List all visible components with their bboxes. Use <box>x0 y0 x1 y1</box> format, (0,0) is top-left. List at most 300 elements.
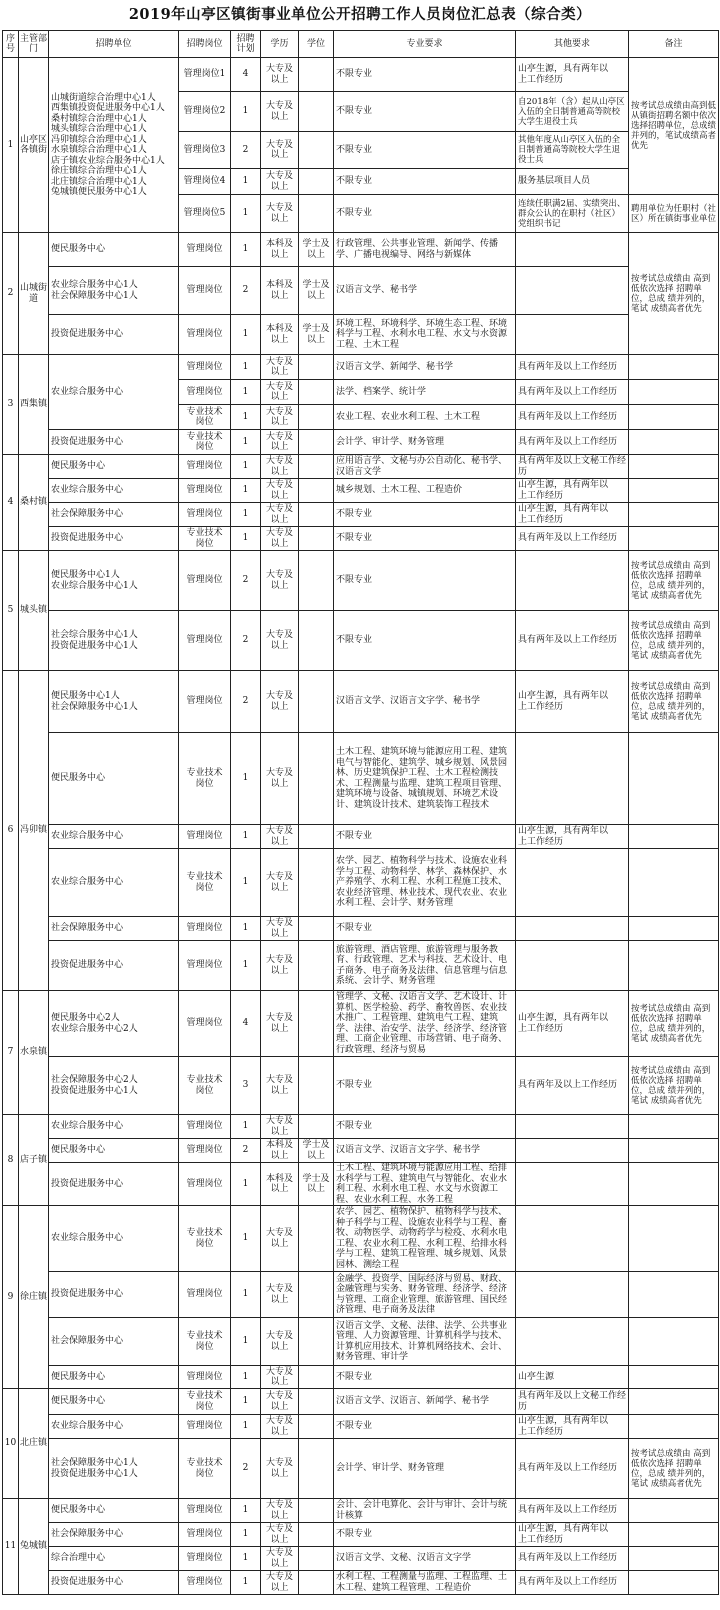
edu-cell: 大专及 以上 <box>261 1057 299 1115</box>
major-cell: 会计、会计电算化、会计与审计、会计与统计核算 <box>334 1499 516 1523</box>
major-cell: 汉语言文学、文秘、汉语言文字学 <box>334 1547 516 1571</box>
other-cell: 山亭生源，具有两年以 上工作经历 <box>516 1415 629 1439</box>
table-row <box>3 1318 719 1366</box>
post-cell: 管理岗位 <box>179 1415 231 1439</box>
note-cell <box>629 1547 719 1571</box>
unit-cell: 农业综合服务中心1人 社会保障服务中心1人 <box>49 267 179 315</box>
degree-cell <box>299 825 334 849</box>
other-cell: 具有两年及以上工作经历 <box>516 1499 629 1523</box>
major-cell: 会计学、审计学、财务管理 <box>334 1439 516 1499</box>
count-cell: 1 <box>231 455 261 479</box>
edu-cell: 大专及 以上 <box>261 1389 299 1415</box>
page-title: 2019年山亭区镇街事业单位公开招聘工作人员岗位汇总表（综合类） <box>128 6 592 23</box>
count-cell: 1 <box>231 1318 261 1366</box>
unit-cell: 农业综合服务中心 <box>49 825 179 849</box>
post-cell: 管理岗位 <box>179 267 231 315</box>
note-cell <box>629 355 719 380</box>
seq-cell: 8 <box>3 1115 19 1206</box>
count-cell: 1 <box>231 825 261 849</box>
unit-cell: 农业综合服务中心 <box>49 1206 179 1272</box>
post-cell: 管理岗位 <box>179 233 231 267</box>
note-cell <box>629 825 719 849</box>
count-cell: 1 <box>231 849 261 917</box>
post-cell: 管理岗位3 <box>179 132 231 169</box>
degree-cell <box>299 733 334 825</box>
edu-cell: 大专及 以上 <box>261 430 299 455</box>
note-cell <box>629 1523 719 1547</box>
major-cell: 不限专业 <box>334 527 516 551</box>
table-row <box>3 1057 719 1115</box>
degree-cell <box>299 1318 334 1366</box>
note-cell <box>629 733 719 825</box>
count-cell: 4 <box>231 58 261 92</box>
table-row <box>3 991 719 1057</box>
unit-cell: 投资促进服务中心 <box>49 1163 179 1206</box>
unit-cell: 综合治理中心 <box>49 1547 179 1571</box>
major-cell: 不限专业 <box>334 195 516 233</box>
post-cell: 管理岗位 <box>179 1366 231 1389</box>
count-cell: 1 <box>231 1389 261 1415</box>
table-row <box>3 917 719 941</box>
degree-cell <box>299 380 334 405</box>
unit-cell: 便民服务中心 <box>49 733 179 825</box>
note-cell <box>629 479 719 503</box>
post-cell: 管理岗位 <box>179 991 231 1057</box>
post-cell: 管理岗位4 <box>179 169 231 195</box>
edu-cell: 大专及 以上 <box>261 169 299 195</box>
note-cell <box>629 503 719 527</box>
edu-cell: 大专及 以上 <box>261 1115 299 1139</box>
note-cell <box>629 405 719 430</box>
table-row <box>3 430 719 455</box>
other-cell: 具有两年及以上工作经历 <box>516 1439 629 1499</box>
other-cell: 其他年度从山亭区入伍的全日制普通高等院校大学生退役士兵 <box>516 132 629 169</box>
degree-cell: 学士及 以上 <box>299 315 334 355</box>
count-cell: 2 <box>231 267 261 315</box>
degree-cell <box>299 1115 334 1139</box>
count-cell: 1 <box>231 1206 261 1272</box>
edu-cell: 大专及 以上 <box>261 671 299 733</box>
table-row <box>3 1571 719 1595</box>
degree-cell <box>299 503 334 527</box>
other-cell: 服务基层项目人员 <box>516 169 629 195</box>
note-cell <box>629 1163 719 1206</box>
table-row <box>3 479 719 503</box>
degree-cell <box>299 405 334 430</box>
post-cell: 管理岗位2 <box>179 92 231 132</box>
count-cell: 3 <box>231 1057 261 1115</box>
unit-cell: 便民服务中心 <box>49 1366 179 1389</box>
major-cell: 不限专业 <box>334 825 516 849</box>
major-cell: 不限专业 <box>334 917 516 941</box>
degree-cell <box>299 611 334 671</box>
major-cell: 水利工程、工程测量与监理、工程监理、土木工程、建筑工程管理、工程造价 <box>334 1571 516 1595</box>
unit-cell: 社会保障服务中心 <box>49 503 179 527</box>
post-cell: 专业技术 岗位 <box>179 733 231 825</box>
post-cell: 专业技术 岗位 <box>179 430 231 455</box>
degree-cell <box>299 527 334 551</box>
table-row <box>3 233 719 267</box>
unit-cell: 农业综合服务中心 <box>49 1415 179 1439</box>
header-post: 招聘岗位 <box>179 31 231 58</box>
seq-cell: 1 <box>3 58 19 233</box>
degree-cell <box>299 1057 334 1115</box>
note-cell <box>629 1571 719 1595</box>
header-edu: 学历 <box>261 31 299 58</box>
edu-cell: 本科及 以上 <box>261 1139 299 1163</box>
dept-cell: 桑村镇 <box>19 455 49 551</box>
count-cell: 1 <box>231 1523 261 1547</box>
post-cell: 管理岗位 <box>179 355 231 380</box>
unit-cell: 投资促进服务中心 <box>49 527 179 551</box>
dept-cell: 水泉镇 <box>19 991 49 1115</box>
table-row <box>3 315 719 355</box>
major-cell: 旅游管理、酒店管理、旅游管理与服务教育、行政管理、艺术与科技、艺术设计、电子商务、电子商务及法律、信息管理与信息系统、会计学、财务管理 <box>334 941 516 991</box>
edu-cell: 大专及 以上 <box>261 1415 299 1439</box>
header-row <box>3 31 719 58</box>
edu-cell: 本科及 以上 <box>261 233 299 267</box>
post-cell: 专业技术 岗位 <box>179 405 231 430</box>
major-cell: 汉语言文学、秘书学 <box>334 267 516 315</box>
degree-cell <box>299 941 334 991</box>
table-row <box>3 355 719 380</box>
edu-cell: 大专及 以上 <box>261 825 299 849</box>
count-cell: 2 <box>231 132 261 169</box>
post-cell: 管理岗位 <box>179 671 231 733</box>
note-cell <box>629 380 719 405</box>
other-cell: 山亭生源，具有两年以 上工作经历 <box>516 58 629 92</box>
major-cell: 汉语言文学、新闻学、秘书学 <box>334 355 516 380</box>
degree-cell: 学士及 以上 <box>299 233 334 267</box>
note-cell <box>629 455 719 479</box>
major-cell: 汉语言文学、文秘、法律、法学、公共事业管理、人力资源管理、计算机科学与技术、计算机应用技术、计算机网络技术、会计、财务管理、审计学 <box>334 1318 516 1366</box>
table-row <box>3 1366 719 1389</box>
other-cell <box>516 267 629 315</box>
dept-cell: 兔城镇 <box>19 1499 49 1595</box>
post-cell: 专业技术 岗位 <box>179 1206 231 1272</box>
count-cell: 1 <box>231 1272 261 1318</box>
post-cell: 专业技术 岗位 <box>179 1318 231 1366</box>
count-cell: 1 <box>231 1571 261 1595</box>
count-cell: 1 <box>231 941 261 991</box>
recruitment-table <box>2 30 719 1595</box>
major-cell: 应用语言学、文秘与办公自动化、秘书学、汉语言文学 <box>334 455 516 479</box>
table-row <box>3 1547 719 1571</box>
edu-cell: 大专及 以上 <box>261 849 299 917</box>
other-cell: 具有两年及以上文秘工作经历 <box>516 455 629 479</box>
table-row <box>3 1139 719 1163</box>
header-count: 招聘 计划 <box>231 31 261 58</box>
table-row <box>3 1415 719 1439</box>
major-cell: 金融学、投资学、国际经济与贸易、财政、金融管理与实务、财务管理、经济学、经济与管理、工商企业管理、旅游管理、国民经济管理、电子商务及法律 <box>334 1272 516 1318</box>
count-cell: 1 <box>231 527 261 551</box>
edu-cell: 本科及 以上 <box>261 315 299 355</box>
major-cell: 不限专业 <box>334 169 516 195</box>
edu-cell: 大专及 以上 <box>261 917 299 941</box>
edu-cell: 大专及 以上 <box>261 355 299 380</box>
table-row <box>3 1163 719 1206</box>
other-cell <box>516 941 629 991</box>
degree-cell <box>299 1415 334 1439</box>
major-cell: 不限专业 <box>334 1415 516 1439</box>
major-cell: 环境工程、环境科学、环境生态工程、环境科学与工程、水利水电工程、水文与水资源工程、土木工程 <box>334 315 516 355</box>
other-cell: 具有两年及以上工作经历 <box>516 405 629 430</box>
unit-cell: 便民服务中心1人 农业综合服务中心1人 <box>49 551 179 611</box>
note-cell: 按考试总成绩由 高到低依次选择 招聘单位，总成 绩并列的，笔试 成绩高者优先 <box>629 551 719 611</box>
edu-cell: 大专及 以上 <box>261 1206 299 1272</box>
table-row <box>3 825 719 849</box>
edu-cell: 大专及 以上 <box>261 1499 299 1523</box>
note-cell <box>629 849 719 917</box>
major-cell: 汉语言文学、汉语言文字学、秘书学 <box>334 671 516 733</box>
post-cell: 专业技术 岗位 <box>179 1057 231 1115</box>
seq-cell: 3 <box>3 355 19 455</box>
unit-cell: 社会保障服务中心 <box>49 1318 179 1366</box>
note-cell <box>629 1366 719 1389</box>
other-cell <box>516 1115 629 1139</box>
count-cell: 2 <box>231 671 261 733</box>
table-row <box>3 455 719 479</box>
table-row <box>3 1272 719 1318</box>
post-cell: 专业技术 岗位 <box>179 1389 231 1415</box>
major-cell: 不限专业 <box>334 1366 516 1389</box>
count-cell: 1 <box>231 1366 261 1389</box>
seq-cell: 5 <box>3 551 19 671</box>
count-cell: 1 <box>231 733 261 825</box>
other-cell: 具有两年及以上工作经历 <box>516 611 629 671</box>
other-cell: 山亭生源，具有两年以 上工作经历 <box>516 825 629 849</box>
other-cell: 山亭生源，具有两年以 上工作经历 <box>516 1523 629 1547</box>
edu-cell: 大专及 以上 <box>261 1547 299 1571</box>
unit-cell: 农业综合服务中心 <box>49 479 179 503</box>
count-cell: 1 <box>231 1415 261 1439</box>
degree-cell <box>299 991 334 1057</box>
edu-cell: 大专及 以上 <box>261 380 299 405</box>
post-cell: 管理岗位 <box>179 1272 231 1318</box>
seq-cell: 10 <box>3 1389 19 1499</box>
count-cell: 1 <box>231 1115 261 1139</box>
count-cell: 1 <box>231 1499 261 1523</box>
header-note: 备注 <box>629 31 719 58</box>
degree-cell <box>299 1499 334 1523</box>
unit-cell: 社会保障服务中心 <box>49 1523 179 1547</box>
major-cell: 不限专业 <box>334 132 516 169</box>
edu-cell: 大专及 以上 <box>261 1318 299 1366</box>
unit-cell: 投资促进服务中心 <box>49 941 179 991</box>
unit-cell: 农业综合服务中心 <box>49 355 179 430</box>
post-cell: 管理岗位 <box>179 825 231 849</box>
other-cell: 山亭生源，具有两年以 上工作经历 <box>516 503 629 527</box>
note-cell <box>629 917 719 941</box>
table-row <box>3 611 719 671</box>
count-cell: 1 <box>231 195 261 233</box>
note-cell <box>629 1389 719 1415</box>
edu-cell: 大专及 以上 <box>261 1439 299 1499</box>
edu-cell: 大专及 以上 <box>261 405 299 430</box>
table-row <box>3 849 719 917</box>
unit-cell: 便民服务中心 <box>49 1499 179 1523</box>
dept-cell: 徐庄镇 <box>19 1206 49 1389</box>
degree-cell <box>299 455 334 479</box>
other-cell: 具有两年及以上工作经历 <box>516 380 629 405</box>
other-cell: 具有两年及以上工作经历 <box>516 1547 629 1571</box>
post-cell: 管理岗位 <box>179 1571 231 1595</box>
degree-cell <box>299 169 334 195</box>
count-cell: 1 <box>231 92 261 132</box>
degree-cell <box>299 355 334 380</box>
major-cell: 不限专业 <box>334 92 516 132</box>
degree-cell <box>299 671 334 733</box>
major-cell: 会计学、审计学、财务管理 <box>334 430 516 455</box>
seq-cell: 7 <box>3 991 19 1115</box>
table-row <box>3 1206 719 1272</box>
other-cell: 具有两年及以上工作经历 <box>516 1057 629 1115</box>
post-cell: 管理岗位 <box>179 1499 231 1523</box>
header-major: 专业要求 <box>334 31 516 58</box>
edu-cell: 本科及 以上 <box>261 1163 299 1206</box>
edu-cell: 大专及 以上 <box>261 1523 299 1547</box>
other-cell <box>516 551 629 611</box>
edu-cell: 大专及 以上 <box>261 92 299 132</box>
dept-cell: 山亭区 各镇街 <box>19 58 49 233</box>
unit-cell: 农业综合服务中心 <box>49 1115 179 1139</box>
edu-cell: 大专及 以上 <box>261 1366 299 1389</box>
edu-cell: 大专及 以上 <box>261 551 299 611</box>
post-cell: 管理岗位 <box>179 1163 231 1206</box>
post-cell: 管理岗位 <box>179 917 231 941</box>
other-cell <box>516 849 629 917</box>
major-cell: 农学、园艺、植物保护、植物科学与技术、种子科学与工程、设施农业科学与工程、畜牧、动物医学、动物药学与检疫、水利水电工程、农业水利工程、水利工程、给排水科学与工程、建筑工程管理、城乡规划、风景园林、测绘工程 <box>334 1206 516 1272</box>
note-cell: 按考试总成绩由高到低从镇街招聘名额中依次选择招聘单位，总成绩并列的，笔试成绩高者优先 <box>629 58 719 195</box>
major-cell: 农业工程、农业水利工程、土木工程 <box>334 405 516 430</box>
unit-cell: 便民服务中心 <box>49 233 179 267</box>
post-cell: 专业技术 岗位 <box>179 849 231 917</box>
count-cell: 1 <box>231 1547 261 1571</box>
dept-cell: 北庄镇 <box>19 1389 49 1499</box>
major-cell: 不限专业 <box>334 611 516 671</box>
unit-cell: 投资促进服务中心 <box>49 315 179 355</box>
edu-cell: 大专及 以上 <box>261 195 299 233</box>
table-row <box>3 551 719 611</box>
unit-cell: 山城街道综合治理中心1人 西集镇投资促进服务中心1人 桑村镇综合治理中心1人 城头镇综合治理中心1人 冯卯镇综合治理中心1人 水泉镇综合治理中心1人 店子镇农业综合服务中心1人 徐庄镇综合治理中心1人 北庄镇综合治理中心1人 兔城镇便民服务中心1人 <box>49 58 179 233</box>
post-cell: 管理岗位 <box>179 1115 231 1139</box>
degree-cell <box>299 92 334 132</box>
note-cell: 按考试总成绩由 高到低依次选择 招聘单位，总成 绩并列的，笔试 成绩高者优先 <box>629 233 719 355</box>
unit-cell: 便民服务中心2人 农业综合服务中心2人 <box>49 991 179 1057</box>
unit-cell: 社会保障服务中心2人 投资促进服务中心1人 <box>49 1057 179 1115</box>
post-cell: 管理岗位 <box>179 551 231 611</box>
edu-cell: 大专及 以上 <box>261 941 299 991</box>
other-cell <box>516 233 629 267</box>
edu-cell: 大专及 以上 <box>261 1571 299 1595</box>
degree-cell <box>299 917 334 941</box>
post-cell: 专业技术 岗位 <box>179 527 231 551</box>
note-cell <box>629 430 719 455</box>
count-cell: 1 <box>231 355 261 380</box>
degree-cell <box>299 1547 334 1571</box>
count-cell: 1 <box>231 315 261 355</box>
major-cell: 不限专业 <box>334 1057 516 1115</box>
degree-cell <box>299 58 334 92</box>
major-cell: 土木工程、建筑环境与能源应用工程、给排水科学与工程、建筑电气与智能化、农业水利工程、水利水电工程、水文与水资源工程、农业水利工程、水务工程 <box>334 1163 516 1206</box>
edu-cell: 大专及 以上 <box>261 58 299 92</box>
major-cell: 法学、档案学、统计学 <box>334 380 516 405</box>
note-cell <box>629 1139 719 1163</box>
count-cell: 4 <box>231 991 261 1057</box>
seq-cell: 9 <box>3 1206 19 1389</box>
degree-cell: 学士及 以上 <box>299 1139 334 1163</box>
unit-cell: 便民服务中心 <box>49 1139 179 1163</box>
post-cell: 管理岗位 <box>179 455 231 479</box>
other-cell: 自2018年（含）起从山亭区入伍的全日制普通高等院校大学生退役士兵 <box>516 92 629 132</box>
post-cell: 管理岗位 <box>179 941 231 991</box>
degree-cell: 学士及 以上 <box>299 1163 334 1206</box>
edu-cell: 大专及 以上 <box>261 503 299 527</box>
note-cell: 按考试总成绩由 高到低依次选择 招聘单位，总成 绩并列的，笔试 成绩高者优先 <box>629 991 719 1057</box>
unit-cell: 便民服务中心1人 社会保障服务中心1人 <box>49 671 179 733</box>
major-cell: 土木工程、建筑环境与能源应用工程、建筑电气与智能化、建筑学、城乡规划、风景园林、历史建筑保护工程、土木工程检测技术、工程测量与监理、建筑工程项目管理、建筑环境与设备、城镇规划、环境艺术设计、建筑设计技术、建筑装饰工程技术 <box>334 733 516 825</box>
post-cell: 管理岗位 <box>179 503 231 527</box>
count-cell: 1 <box>231 405 261 430</box>
note-cell <box>629 1415 719 1439</box>
unit-cell: 投资促进服务中心 <box>49 1571 179 1595</box>
other-cell: 山亭生源，具有两年以 上工作经历 <box>516 991 629 1057</box>
header-dept: 主管部 门 <box>19 31 49 58</box>
major-cell: 不限专业 <box>334 1115 516 1139</box>
table-row <box>3 671 719 733</box>
header-unit: 招聘单位 <box>49 31 179 58</box>
edu-cell: 大专及 以上 <box>261 132 299 169</box>
degree-cell <box>299 132 334 169</box>
note-cell <box>629 1206 719 1272</box>
other-cell <box>516 1139 629 1163</box>
unit-cell: 社会保障服务中心1人 投资促进服务中心1人 <box>49 1439 179 1499</box>
other-cell: 山亭生源，具有两年以 上工作经历 <box>516 671 629 733</box>
major-cell: 不限专业 <box>334 503 516 527</box>
count-cell: 1 <box>231 503 261 527</box>
other-cell <box>516 1318 629 1366</box>
degree-cell <box>299 849 334 917</box>
post-cell: 管理岗位 <box>179 611 231 671</box>
other-cell <box>516 733 629 825</box>
degree-cell <box>299 1439 334 1499</box>
edu-cell: 大专及 以上 <box>261 991 299 1057</box>
note-cell: 按考试总成绩由 高到低依次选择 招聘单位，总成 绩并列的，笔试 成绩高者优先 <box>629 1057 719 1115</box>
major-cell: 汉语言文学、汉语言文字学、秘书学 <box>334 1139 516 1163</box>
degree-cell <box>299 195 334 233</box>
table-row <box>3 503 719 527</box>
note-cell: 聘用单位为任职村（社区）所在镇街事业单位 <box>629 195 719 233</box>
table-row <box>3 267 719 315</box>
seq-cell: 11 <box>3 1499 19 1595</box>
table-row <box>3 1439 719 1499</box>
edu-cell: 本科及 以上 <box>261 267 299 315</box>
edu-cell: 大专及 以上 <box>261 1272 299 1318</box>
note-cell <box>629 1499 719 1523</box>
count-cell: 1 <box>231 380 261 405</box>
note-cell <box>629 941 719 991</box>
major-cell: 农学、园艺、植物科学与技术、设施农业科学与工程、动物科学、林学、森林保护、水产养殖学、水利工程、水利工程施工技术、农业经济管理、林业技术、现代农业、农业水利工程、会计学、财务管理 <box>334 849 516 917</box>
note-cell <box>629 527 719 551</box>
post-cell: 管理岗位1 <box>179 58 231 92</box>
edu-cell: 大专及 以上 <box>261 527 299 551</box>
note-cell <box>629 1115 719 1139</box>
header-other: 其他要求 <box>516 31 629 58</box>
dept-cell: 店子镇 <box>19 1115 49 1206</box>
degree-cell <box>299 1272 334 1318</box>
edu-cell: 大专及 以上 <box>261 611 299 671</box>
table-row <box>3 733 719 825</box>
